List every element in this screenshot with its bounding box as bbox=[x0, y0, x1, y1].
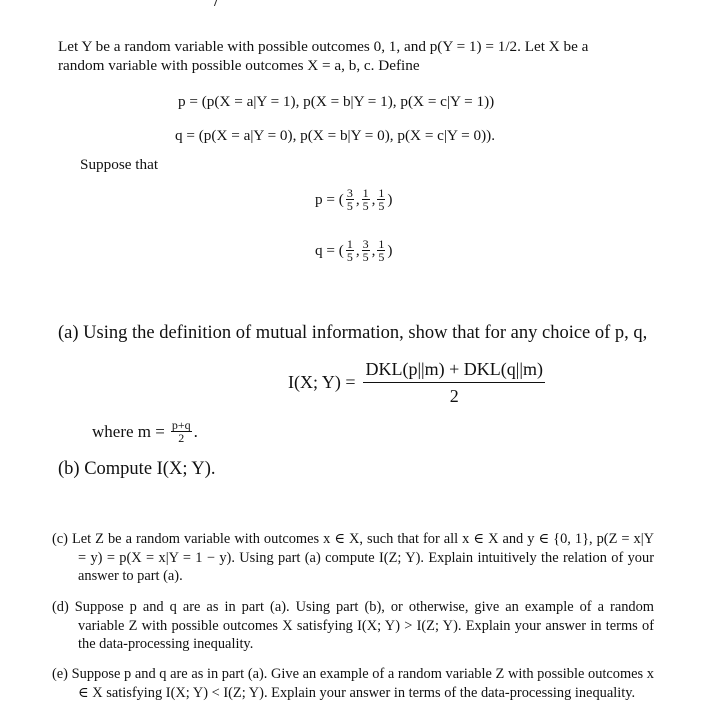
intro-line-2: random variable with possible outcomes X = a, b, c. Define bbox=[58, 57, 420, 74]
p-entry-3: $\frac{1}{5}$ bbox=[378, 186, 385, 213]
formula-denominator: 2 bbox=[449, 386, 459, 406]
formula-lhs: I(X; Y) = bbox=[288, 372, 356, 392]
part-a-text: (a) Using the definition of mutual information, show that for any choice of p, q, bbox=[58, 323, 648, 343]
p-entry-2: $\frac{1}{5}$ bbox=[362, 186, 369, 213]
intro-line-1: Let Y be a random variable with possible outcomes 0, 1, and p(Y = 1) = 1/2. Let X be a bbox=[58, 38, 589, 55]
where-m-prefix: where m = bbox=[92, 421, 165, 441]
q-entry-1: $\frac{1}{5}$ bbox=[346, 237, 353, 264]
part-d-text: (d) Suppose p and q are as in part (a). Using part (b), or otherwise, give an example of a random variable Z with possible outcomes X satisfying I(X; Y) > I(Z; Y). Explain your answer in terms of the data-processing inequality. bbox=[52, 599, 654, 652]
p-vector-lhs: p = ( bbox=[315, 190, 344, 208]
where-m-line bbox=[92, 419, 198, 444]
cropped-heading-fragment bbox=[214, 0, 229, 6]
part-c-text: (c) Let Z be a random variable with outcomes x ∈ X, such that for all x ∈ X and y ∈ {0, 1}, p(Z = x|Y = y) = p(X = x|Y = 1 − y). Using part (a) compute I(Z; Y). Explain intuitively the relation of your answer to part (a). bbox=[52, 531, 654, 584]
p-vector: p = ( $\frac{3}{5}$ , $\frac{1}{5}$ , $\frac{1}{5}$ ) bbox=[315, 186, 393, 213]
p-entry-1: $\frac{3}{5}$ bbox=[346, 186, 353, 213]
q-definition: q = (p(X = a|Y = 0), p(X = b|Y = 0), p(X = c|Y = 0)). bbox=[175, 127, 496, 144]
q-entry-2: $\frac{3}{5}$ bbox=[362, 237, 369, 264]
m-fraction: $\frac{p+q}{2}$ bbox=[171, 418, 191, 445]
formula-fraction bbox=[363, 358, 545, 407]
part-e-text: (e) Suppose p and q are as in part (a). Give an example of a random variable Z with possible outcomes x ∈ X satisfying I(X; Y) < I(Z; Y). Explain your answer in terms of the data-processing inequality. bbox=[52, 666, 654, 701]
q-entry-3: $\frac{1}{5}$ bbox=[378, 237, 385, 264]
where-m-suffix: . bbox=[193, 421, 198, 441]
q-vector: q = ( $\frac{1}{5}$ , $\frac{3}{5}$ , $\frac{1}{5}$ ) bbox=[315, 237, 393, 264]
mutual-information-formula bbox=[288, 358, 545, 407]
p-definition: p = (p(X = a|Y = 1), p(X = b|Y = 1), p(X = c|Y = 1)) bbox=[178, 93, 495, 110]
q-vector-rhs: ) bbox=[387, 241, 393, 259]
part-b-text: (b) Compute I(X; Y). bbox=[58, 459, 216, 479]
formula-numerator: DKL(p||m) + DKL(q||m) bbox=[363, 358, 545, 383]
q-vector-lhs: q = ( bbox=[315, 241, 344, 259]
p-vector-rhs: ) bbox=[387, 190, 393, 208]
suppose-text: Suppose that bbox=[80, 156, 159, 173]
